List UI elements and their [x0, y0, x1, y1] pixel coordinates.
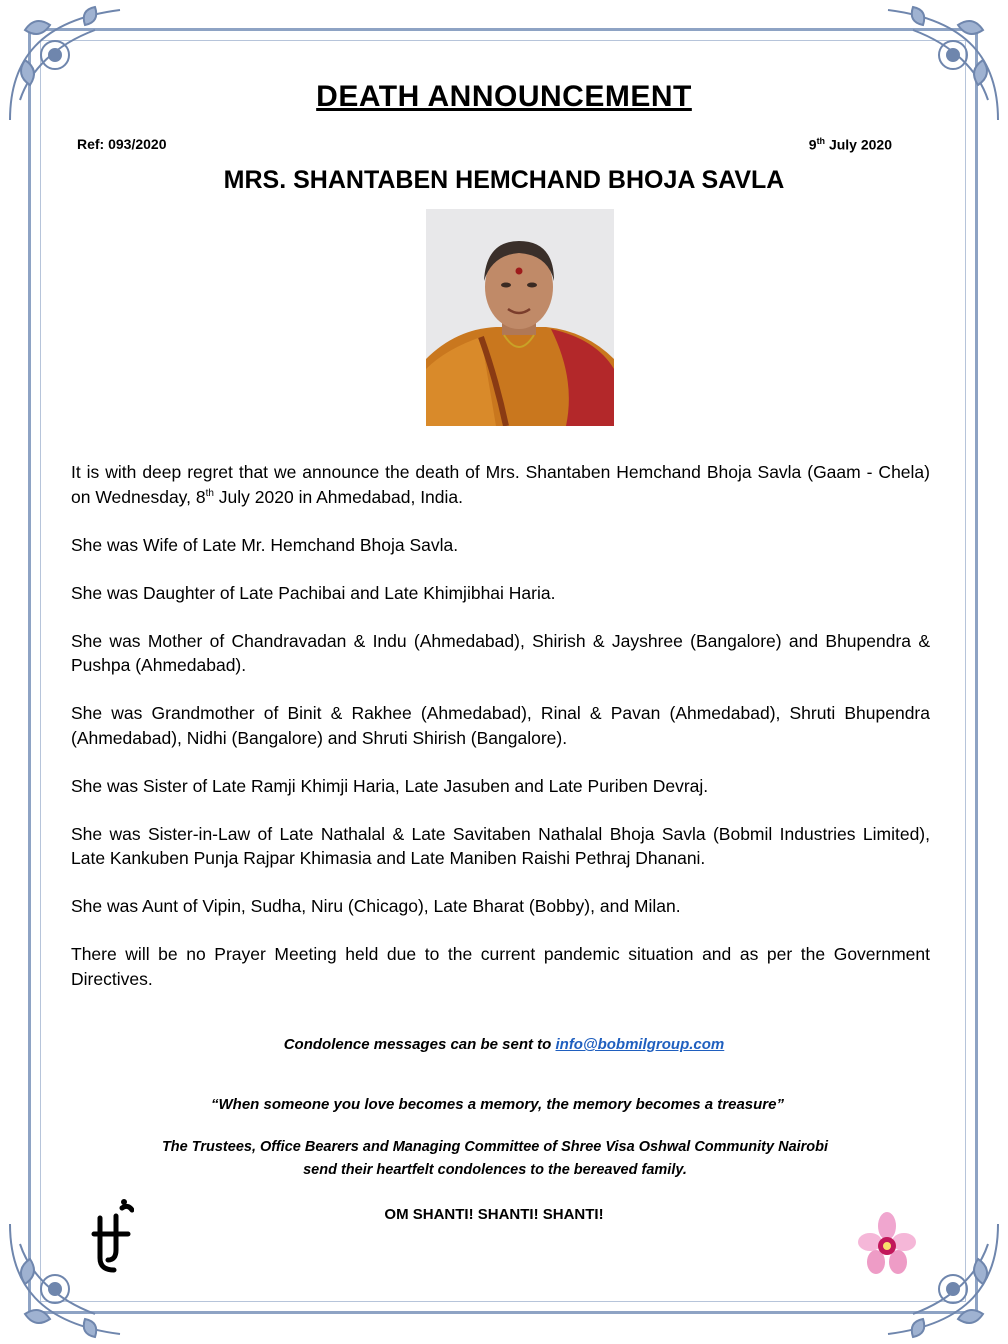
paragraph-announcement-sup: th [205, 487, 214, 499]
trustees-line-1: The Trustees, Office Bearers and Managing Committee of Shree Visa Oshwal Community Nairobi [161, 1139, 829, 1155]
condolence-email-link[interactable]: info@bobmilgroup.com [555, 1036, 725, 1053]
paragraph-prayer-meeting: There will be no Prayer Meeting held due to the current pandemic situation and as per the Government Directives. [71, 944, 930, 989]
announcement-date [809, 136, 892, 153]
announcement-body [71, 460, 930, 1015]
paragraph-daughter: She was Daughter of Late Pachibai and Late Khimjibhai Haria. [71, 582, 556, 603]
jain-om-symbol-icon [88, 1198, 134, 1278]
condolence-text: Condolence messages can be sent to [283, 1036, 556, 1053]
paragraph-announcement [71, 460, 930, 509]
paragraph-wife: She was Wife of Late Mr. Hemchand Bhoja Savla. [71, 534, 459, 555]
portrait-icon [426, 209, 614, 426]
trustees-message [0, 1136, 990, 1182]
date-suffix: th [816, 136, 826, 146]
paragraph-sister: She was Sister of Late Ramji Khimji Haria, Late Jasuben and Late Puriben Devraj. [71, 775, 709, 796]
memorial-quote: “When someone you love becomes a memory, the memory becomes a treasure” [211, 1096, 784, 1113]
deceased-name: MRS. SHANTABEN HEMCHAND BHOJA SAVLA [223, 166, 785, 194]
date-month-year: July 2020 [825, 136, 892, 153]
paragraph-aunt: She was Aunt of Vipin, Sudha, Niru (Chicago), Late Bharat (Bobby), and Milan. [71, 896, 681, 916]
paragraph-mother: She was Mother of Chandravadan & Indu (Ahmedabad), Shirish & Jayshree (Bangalore) and Bhupendra & Pushpa (Ahmedabad). [71, 630, 930, 675]
om-shanti-text: OM SHANTI! SHANTI! SHANTI! [384, 1206, 604, 1223]
paragraph-grandmother: She was Grandmother of Binit & Rakhee (Ahmedabad), Rinal & Pavan (Ahmedabad), Shruti Bhupendra (Ahmedabad), Nidhi (Bangalore) and Shruti Shirish (Bangalore). [71, 703, 930, 748]
portrait-photo [426, 209, 614, 426]
paragraph-announcement-part1: It is with deep regret that we announce the death of Mrs. Shantaben Hemchand Bhoja Savla (Gaam - Chela) on Wednesday, 8 [71, 462, 930, 507]
date-day: 9 [808, 136, 817, 153]
trustees-line-2: send their heartfelt condolences to the bereaved family. [303, 1162, 687, 1178]
pink-orchid-icon [858, 1212, 916, 1278]
reference-number: Ref: 093/2020 [77, 136, 167, 152]
page-title: DEATH ANNOUNCEMENT [316, 80, 692, 113]
condolence-line [0, 1036, 1008, 1053]
paragraph-announcement-part2: July 2020 in Ahmedabad, India. [213, 486, 464, 507]
paragraph-sister-in-law: She was Sister-in-Law of Late Nathalal & Late Savitaben Nathalal Bhoja Savla (Bobmil Industries Limited), Late Kankuben Punja Rajpar Khimasia and Late Maniben Raishi Pethraj Dhanani. [71, 823, 930, 868]
